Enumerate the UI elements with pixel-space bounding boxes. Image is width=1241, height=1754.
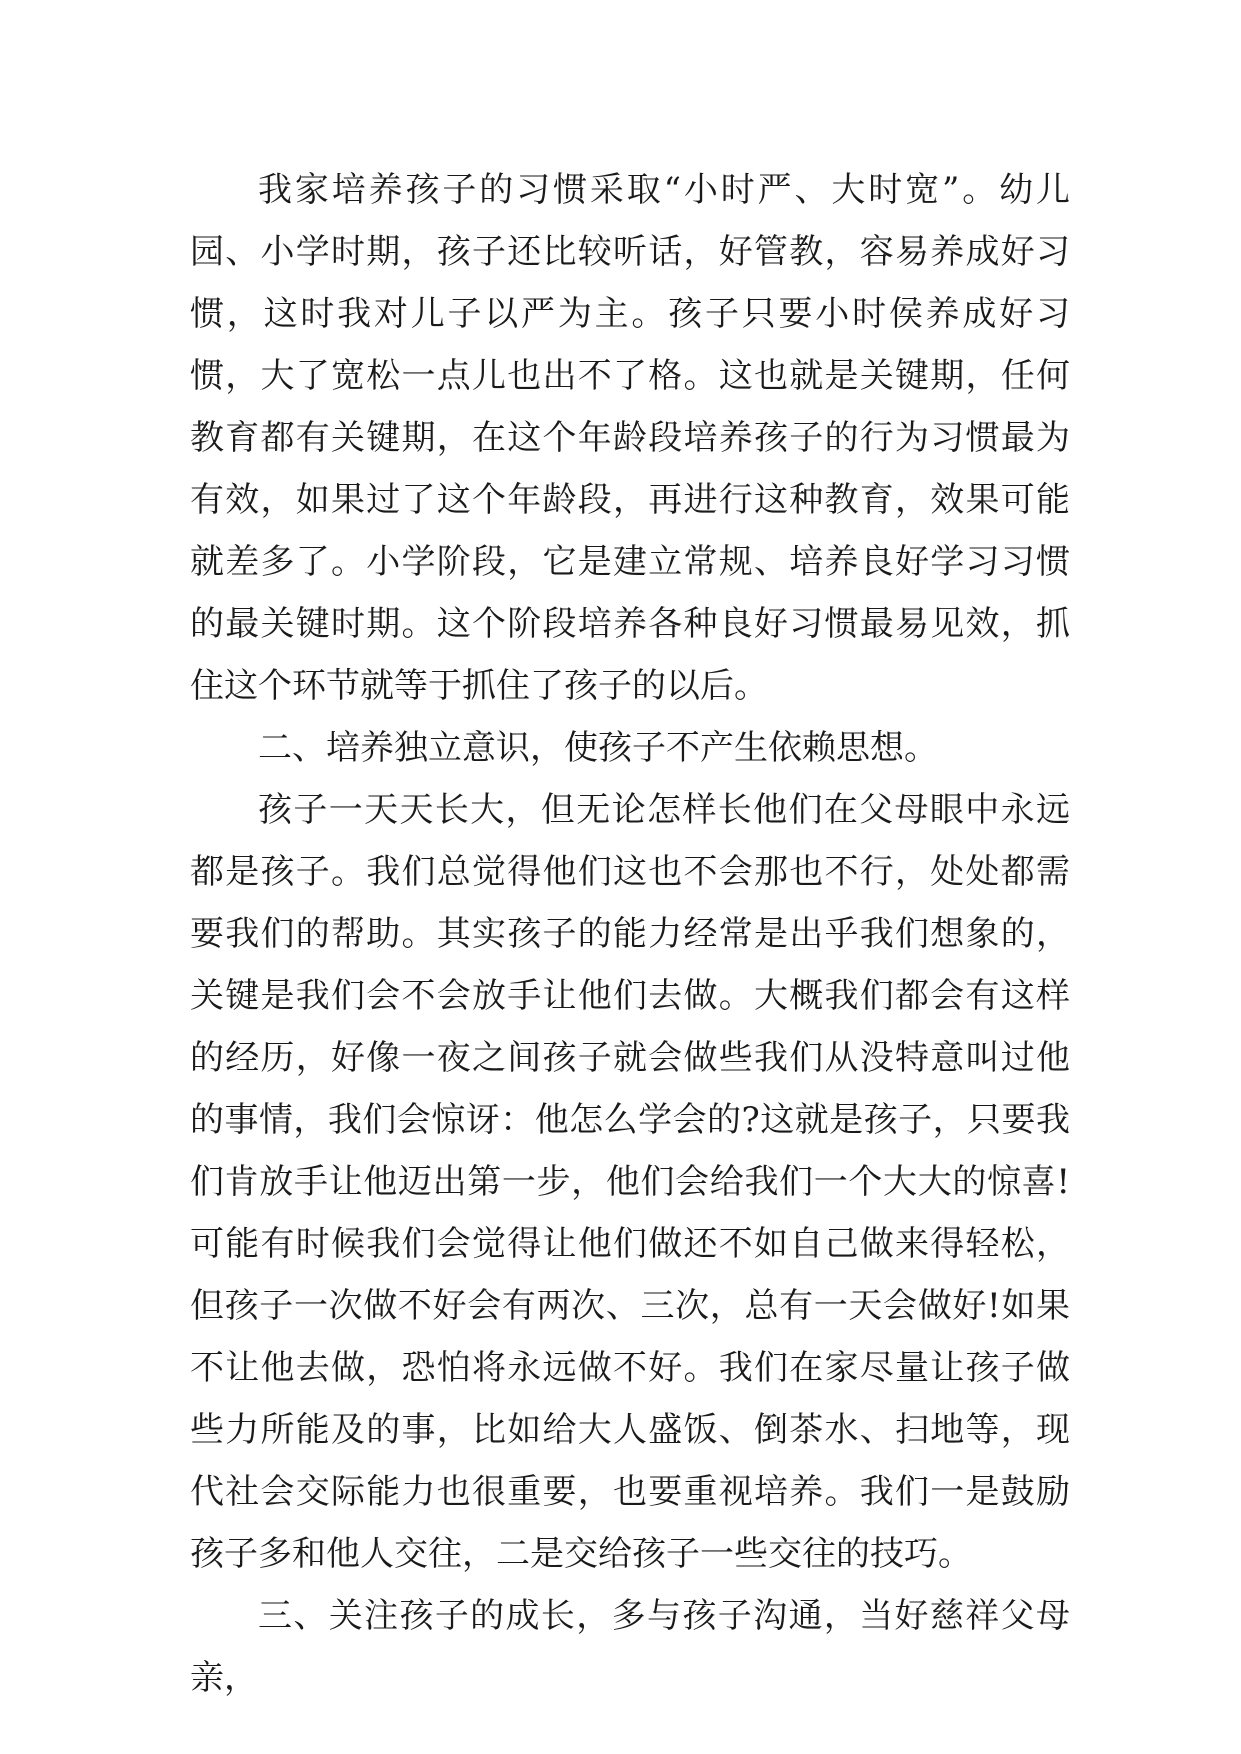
heading-independence: 二、培养独立意识，使孩子不产生依赖思想。 (258, 728, 938, 768)
paragraph-independence: 孩子一天天长大，但无论怎样长他们在父母眼中永远都是孩子。我们总觉得他们这也不会那也不行，处处都需要我们的帮助。其实孩子的能力经常是出乎我们想象的，关键是我们会不会放手让他们去做。大概我们都会有这样的经历，好像一夜之间孩子就会做些我们从没特意叫过他的事情，我们会惊讶：他怎么学会的?这就是孩子，只要我们肯放手让他迈出第一步，他们会给我们一个大大的惊喜!可能有时候我们会觉得让他们做还不如自己做来得轻松，但孩子一次做不好会有两次、三次，总有一天会做好!如果不让他去做，恐怕将永远做不好。我们在家尽量让孩子做些力所能及的事，比如给大人盛饭、倒茶水、扫地等，现代社会交际能力也很重要，也要重视培养。我们一是鼓励孩子多和他人交往，二是交给孩子一些交往的技巧。 (190, 790, 1070, 1574)
heading-communication: 三、关注孩子的成长，多与孩子沟通，当好慈祥父母亲， (190, 1596, 1070, 1698)
document-body (190, 159, 1070, 1709)
paragraph-habits: 我家培养孩子的习惯采取“小时严、大时宽”。幼儿园、小学时期，孩子还比较听话，好管教，容易养成好习惯，这时我对儿子以严为主。孩子只要小时侯养成好习惯，大了宽松一点儿也出不了格。这也就是关键期，任何教育都有关键期，在这个年龄段培养孩子的行为习惯最为有效，如果过了这个年龄段，再进行这种教育，效果可能就差多了。小学阶段，它是建立常规、培养良好学习习惯的最关键时期。这个阶段培养各种良好习惯最易见效，抓住这个环节就等于抓住了孩子的以后。 (190, 170, 1070, 706)
